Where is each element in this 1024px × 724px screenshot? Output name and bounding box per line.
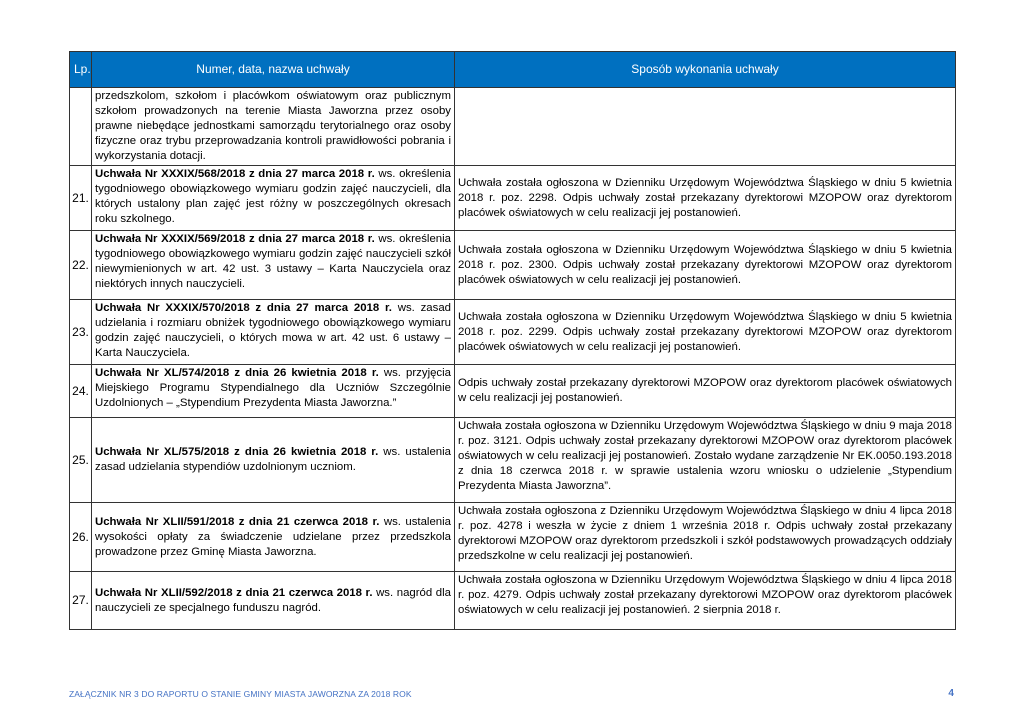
row-lp: 27. (70, 572, 92, 630)
row-sposob: Uchwała została ogłoszona w Dzienniku Urzędowym Województwa Śląskiego w dniu 9 maja 2018 r. poz. 3121. Odpis uchwały został przekazany dyrektorowi MZOPOW oraz dyrektorom placówek oświatowych w celu realizacji jej postanowień. Zostało wydane zarządzenie Nr EK.0050.193.2018 z dnia 18 czerwca 2018 r. w sprawie ustalenia wzoru wniosku o udzielenie „Stypendium Prezydenta Miasta Jaworzna”. (455, 418, 956, 503)
table-row (70, 88, 956, 166)
row-numer (92, 166, 455, 231)
table-row (70, 418, 956, 503)
table-row (70, 166, 956, 231)
row-sposob: Odpis uchwały został przekazany dyrektorowi MZOPOW oraz dyrektorom placówek oświatowych w celu realizacji jej postanowień. (455, 365, 956, 418)
row-numer (92, 300, 455, 365)
row-desc: ws. zasad udzielania i rozmiaru obniżek tygodniowego obowiązkowego wymiaru godzin zajęć nauczycieli, o których mowa w art. 42 ust. 6 ustawy – Karta Nauczyciela. (95, 302, 452, 359)
table-row (70, 231, 956, 300)
row-lp: 21. (70, 166, 92, 231)
row-desc: przedszkolom, szkołom i placówkom oświatowym oraz publicznym szkołom prowadzonych na terenie Miasta Jaworzna przez osoby prawne niebędące jednostkami samorządu terytorialnego oraz osoby fizyczne oraz trybu przeprowadzania kontroli prawidłowości pobrania i wykorzystania dotacji. (95, 90, 451, 162)
table-row (70, 572, 956, 630)
table-row (70, 365, 956, 418)
row-numer (92, 365, 455, 418)
row-sposob: Uchwała została ogłoszona w Dzienniku Urzędowym Województwa Śląskiego w dniu 5 kwietnia 2018 r. poz. 2298. Odpis uchwały został przekazany dyrektorowi MZOPOW oraz dyrektorom placówek oświatowych w celu realizacji jej postanowień. (455, 166, 956, 231)
page-number: 4 (948, 688, 954, 699)
row-title: Uchwała Nr XLII/592/2018 z dnia 21 czerwca 2018 r. (95, 586, 373, 599)
row-title: Uchwała Nr XXXIX/569/2018 z dnia 27 marca 2018 r. (95, 233, 375, 245)
row-sposob: Uchwała została ogłoszona w Dzienniku Urzędowym Województwa Śląskiego w dniu 5 kwietnia 2018 r. poz. 2300. Odpis uchwały został przekazany dyrektorowi MZOPOW oraz dyrektorom placówek oświatowych w celu realizacji jej postanowień. (455, 231, 956, 300)
row-lp: 23. (70, 300, 92, 365)
row-lp: 24. (70, 365, 92, 418)
row-desc: ws. nagród dla nauczycieli ze specjalnego funduszu nagród. (95, 586, 451, 614)
footer-title: ZAŁĄCZNIK NR 3 DO RAPORTU O STANIE GMINY MIASTA JAWORZNA ZA 2018 ROK (69, 689, 412, 699)
row-lp: 22. (70, 231, 92, 300)
row-numer (92, 572, 455, 630)
row-desc: ws. ustalenia zasad udzielania stypendiów uzdolnionym uczniom. (95, 446, 451, 473)
row-title: Uchwała Nr XXXIX/570/2018 z dnia 27 marca 2018 r. (95, 302, 392, 314)
row-desc: ws. przyjęcia Miejskiego Programu Stypendialnego dla Uczniów Szczególnie Uzdolnionych – „Stypendium Prezydenta Miasta Jaworzna.” (95, 367, 451, 409)
row-numer (92, 231, 455, 300)
row-title: Uchwała Nr XL/575/2018 z dnia 26 kwietnia 2018 r. (95, 446, 379, 458)
row-numer (92, 418, 455, 503)
row-desc: ws. ustalenia wysokości opłaty za świadczenie udzielane przez przedszkola prowadzone przez Gminę Miasta Jaworzna. (95, 515, 451, 558)
table-header-row (70, 52, 956, 88)
page-footer (69, 689, 956, 701)
row-lp: 25. (70, 418, 92, 503)
row-lp: 26. (70, 503, 92, 572)
table-row (70, 300, 956, 365)
row-numer (92, 88, 455, 166)
row-title: Uchwała Nr XXXIX/568/2018 z dnia 27 marca 2018 r. (95, 168, 375, 180)
row-sposob: Uchwała została ogłoszona z Dzienniku Urzędowym Województwa Śląskiego w dniu 4 lipca 2018 r. poz. 4278 i weszła w życie z dniem 1 września 2018 r. Odpis uchwały został przekazany dyrektorowi MZOPOW oraz dyrektorom przedszkoli i szkół podstawowych prowadzących oddziały przedszkolne w celu realizacji jej postanowień. (455, 503, 956, 572)
row-sposob (455, 88, 956, 166)
row-title: Uchwała Nr XL/574/2018 z dnia 26 kwietnia 2018 r. (95, 367, 379, 379)
row-sposob: Uchwała została ogłoszona w Dzienniku Urzędowym Województwa Śląskiego w dniu 4 lipca 2018 r. poz. 4279. Odpis uchwały został przekazany dyrektorowi MZOPOW oraz dyrektorom placówek oświatowych w celu realizacji jej postanowień. 2 sierpnia 2018 r. (455, 572, 956, 630)
row-desc: ws. określenia tygodniowego obowiązkowego wymiaru godzin zajęć nauczycieli, dla których ustalony plan zajęć jest różny w poszczególnych okresach roku szkolnego. (95, 168, 452, 225)
header-sposob: Sposób wykonania uchwały (455, 52, 956, 88)
row-title: Uchwała Nr XLII/591/2018 z dnia 21 czerwca 2018 r. (95, 515, 380, 528)
header-numer: Numer, data, nazwa uchwały (92, 52, 455, 88)
row-lp (70, 88, 92, 166)
table-row (70, 503, 956, 572)
row-sposob: Uchwała została ogłoszona w Dzienniku Urzędowym Województwa Śląskiego w dniu 5 kwietnia 2018 r. poz. 2299. Odpis uchwały został przekazany dyrektorowi MZOPOW oraz dyrektorom placówek oświatowych w celu realizacji jej postanowień. (455, 300, 956, 365)
row-desc: ws. określenia tygodniowego obowiązkowego wymiaru godzin zajęć nauczycieli szkół niewymienionych w art. 42 ust. 3 ustawy – Karta Nauczyciela oraz niektórych innych nauczycieli. (95, 233, 452, 290)
header-lp: Lp. (70, 52, 92, 88)
resolutions-table (69, 51, 956, 630)
row-numer (92, 503, 455, 572)
